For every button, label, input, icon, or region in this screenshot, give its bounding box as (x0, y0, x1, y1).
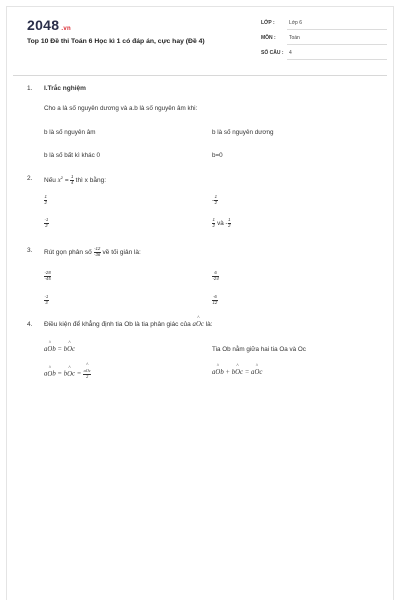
equals-sign: = (64, 177, 69, 185)
answer-option[interactable] (44, 195, 47, 205)
meta-row-subject (259, 32, 387, 46)
meta-divider (287, 29, 387, 30)
question-number: 4. (27, 321, 33, 328)
question-text (44, 175, 106, 186)
fraction: $\frac{-28}{-45}$ (44, 270, 51, 281)
logo-text: 2048 (27, 17, 60, 33)
question-number: 1. (27, 85, 33, 92)
answer-option[interactable] (44, 295, 49, 305)
answer-option[interactable]: b là số nguyên dương (212, 129, 274, 136)
answer-option[interactable]: a^ Ob = b^ Oc (44, 346, 75, 353)
question-heading: I.Trắc nghiệm (44, 85, 86, 92)
question-number: 3. (27, 247, 33, 254)
fraction: $\frac{-1}{3}$ (44, 294, 49, 305)
fraction: $\frac{1}{4}$ (70, 174, 74, 185)
answer-option[interactable] (44, 271, 51, 281)
meta-key: SỐ CÂU : (261, 50, 284, 56)
question-text-part: Rút gọn phân số (44, 248, 92, 256)
question-text-part: thì x bằng: (75, 177, 106, 185)
meta-divider (287, 44, 387, 45)
fraction: $\frac{1}{2}$ (44, 194, 47, 205)
meta-row-class (259, 17, 387, 31)
question-text: Cho a là số nguyên dương và a.b là số nguyên âm khi: (44, 105, 198, 112)
answer-option[interactable] (212, 295, 218, 305)
fraction: $\frac{-12}{-36}$ (94, 246, 101, 257)
answer-option[interactable]: b=0 (212, 152, 223, 159)
fraction: $\frac{1}{2}$ (212, 217, 215, 228)
answer-option[interactable]: b là số nguyên âm (44, 129, 96, 136)
answer-option[interactable]: - $\frac{1}{2}$ (212, 194, 217, 205)
meta-value: 4 (289, 50, 292, 56)
meta-value: Toán (289, 35, 300, 41)
fraction: $\frac{6}{-24}$ (212, 270, 219, 281)
header-divider (13, 75, 387, 76)
document-page (6, 6, 394, 600)
answer-option[interactable] (44, 218, 49, 228)
meta-divider (287, 59, 387, 60)
fraction: $\frac{-6}{12}$ (212, 294, 218, 305)
variable-x: x (57, 177, 61, 185)
answer-option[interactable] (212, 271, 219, 281)
meta-value: Lớp 6 (289, 20, 303, 26)
meta-row-count (259, 47, 387, 61)
question-number: 2. (27, 175, 33, 182)
question-text-part: Nếu (44, 177, 56, 185)
meta-key: MÔN : (261, 35, 276, 41)
answer-option[interactable]: $\frac{1}{2}$ và - $\frac{1}{2}$ (212, 217, 231, 228)
fraction: $\frac{1}{2}$ (214, 194, 217, 205)
site-logo[interactable] (27, 17, 71, 33)
answer-option[interactable]: a^ Ob = b^ Oc = $\frac{a\^{} Oc}{2}$ (44, 369, 91, 379)
question-text-part: Điều kiện để khẳng định tia Ob là tia phân giác của (44, 321, 191, 328)
logo-suffix: .vn (61, 26, 71, 32)
question-text-part: về tối giản là: (102, 248, 141, 256)
fraction: $\frac{-1}{2}$ (44, 217, 49, 228)
angle-aOc: a^ Oc (193, 321, 204, 328)
answer-option[interactable]: Tia Ob nằm giữa hai tia Oa và Oc (212, 346, 306, 353)
answer-option[interactable]: a^ Ob + b^ Oc = a^ Oc (212, 369, 262, 376)
exponent: 2 (60, 175, 64, 180)
fraction: $\frac{1}{2}$ (228, 217, 231, 228)
question-text (44, 321, 213, 328)
document-title: Top 10 Đề thi Toán 6 Học kì 1 có đáp án, cực hay (Đề 4) (27, 38, 205, 45)
meta-key: LỚP : (261, 20, 275, 26)
question-text (44, 247, 141, 257)
question-text-part: là: (205, 321, 213, 328)
answer-option[interactable]: b là số bất kì khác 0 (44, 152, 101, 159)
